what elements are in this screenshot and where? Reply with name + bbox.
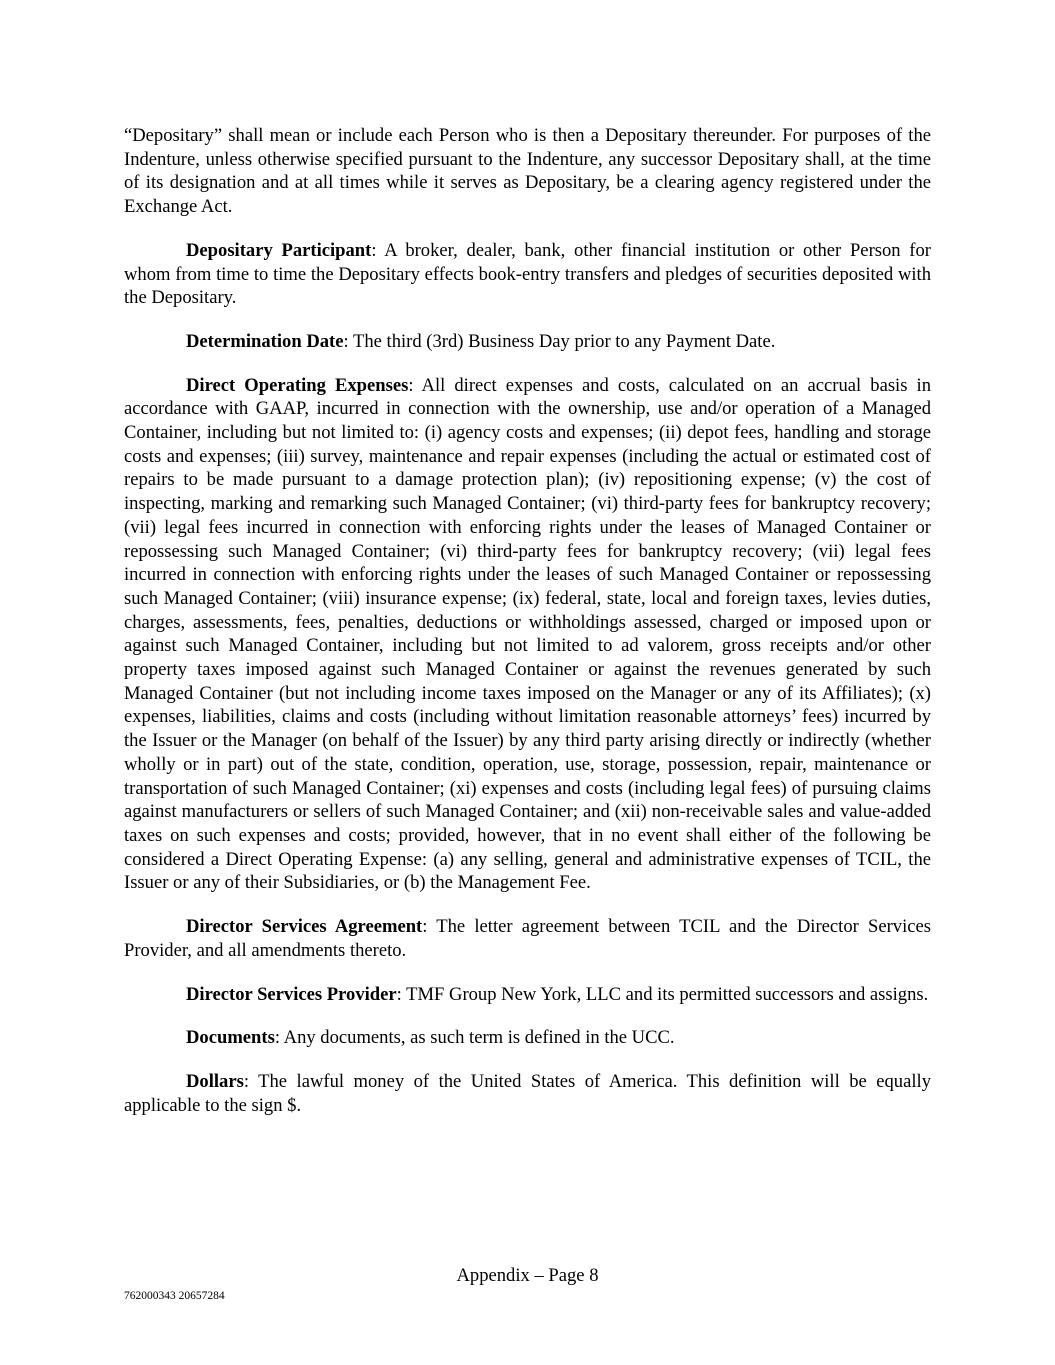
definition-term: Director Services Provider (186, 983, 397, 1005)
definition-separator: : (343, 330, 353, 352)
definition-separator: : (396, 983, 407, 1005)
definition-separator: : (408, 374, 422, 396)
definition-separator: : (274, 1027, 284, 1049)
definition-dollars (124, 1070, 931, 1117)
definition-depositary-participant (124, 239, 931, 310)
definition-separator: : (371, 239, 385, 261)
definition-term: Director Services Agreement (186, 916, 423, 938)
definition-text: Any documents, as such term is defined in the UCC. (283, 1027, 675, 1049)
definition-text: “Depositary” shall mean or include each Person who is then a Depositary thereunder. For purposes of the Indenture, unless otherwise specified pursuant to the Indenture, any successor Depositary shall, at the time of its designation and at all times while it serves as Depositary, be a clearing agency registered under the Exchange Act. (124, 125, 931, 218)
definition-director-services-agreement (124, 915, 931, 962)
definition-text: A broker, dealer, bank, other financial institution or other Person for whom from time to time the Depositary effects book-entry transfers and pledges of securities deposited with the Depositary. (124, 239, 931, 309)
definition-text: All direct expenses and costs, calculated on an accrual basis in accordance with GAAP, incurred in connection with the ownership, use and/or operation of a Managed Container, including but not limited to: (i) agency costs and expenses; (ii) depot fees, handling and storage costs and expenses; (iii) survey, maintenance and repair expenses (including the actual or estimated cost of repairs to be made pursuant to a damage protection plan); (iv) repositioning expense; (v) the cost of inspecting, marking and remarking such Managed Container; (vi) third-party fees for bankruptcy recovery; (vii) legal fees incurred in connection with enforcing rights under the leases of Managed Container or repossessing such Managed Container; (vi) third-party fees for bankruptcy recovery; (vii) legal fees incurred in connection with enforcing rights under the leases of such Managed Container or repossessing such Managed Container; (viii) insurance expense; (ix) federal, state, local and foreign taxes, levies duties, charges, assessments, fees, penalties, deductions or withholdings assessed, charged or imposed upon or against such Managed Container, including but not limited to ad valorem, gross receipts and/or other property taxes imposed against such Managed Container or against the revenues generated by such Managed Container (but not including income taxes imposed on the Manager or any of its Affiliates); (x) expenses, liabilities, claims and costs (including without limitation reasonable attorneys’ fees) incurred by the Issuer or the Manager (on behalf of the Issuer) by any third party arising directly or indirectly (whether wholly or in part) out of the state, condition, operation, use, storage, possession, repair, maintenance or transportation of such Managed Container; (xi) expenses and costs (including legal fees) of pursuing claims against manufacturers or sellers of such Managed Container; and (xii) non-receivable sales and value-added taxes on such expenses and costs; provided, however, that in no event shall either of the following be considered a Direct Operating Expense: (a) any selling, general and administrative expenses of TCIL, the Issuer or any of their Subsidiaries, or (b) the Management Fee. (124, 374, 931, 894)
definition-term: Direct Operating Expenses (186, 374, 409, 396)
definition-text: The letter agreement between TCIL and the Director Services Provider, and all amendments thereto. (124, 916, 931, 961)
definition-text: TMF Group New York, LLC and its permitted successors and assigns. (406, 983, 929, 1005)
definition-separator: : (422, 916, 437, 938)
definition-term: Dollars (186, 1070, 244, 1092)
document-body (124, 124, 931, 1137)
definition-direct-operating-expenses (124, 374, 931, 895)
definition-text: The third (3rd) Business Day prior to any Payment Date. (352, 330, 776, 352)
definition-director-services-provider (124, 983, 931, 1007)
page-footer: Appendix – Page 8 (456, 1265, 599, 1286)
definition-depositary-continued (124, 124, 931, 219)
definition-separator: : (243, 1070, 259, 1092)
definition-term: Determination Date (186, 330, 344, 352)
definition-term: Depositary Participant (186, 239, 372, 261)
document-id: 762000343 20657284 (124, 1290, 225, 1302)
definition-text: The lawful money of the United States of America. This definition will be equally applicable to the sign $. (124, 1070, 931, 1116)
definition-determination-date (124, 330, 931, 354)
definition-term: Documents (186, 1027, 275, 1049)
definition-documents (124, 1026, 931, 1050)
